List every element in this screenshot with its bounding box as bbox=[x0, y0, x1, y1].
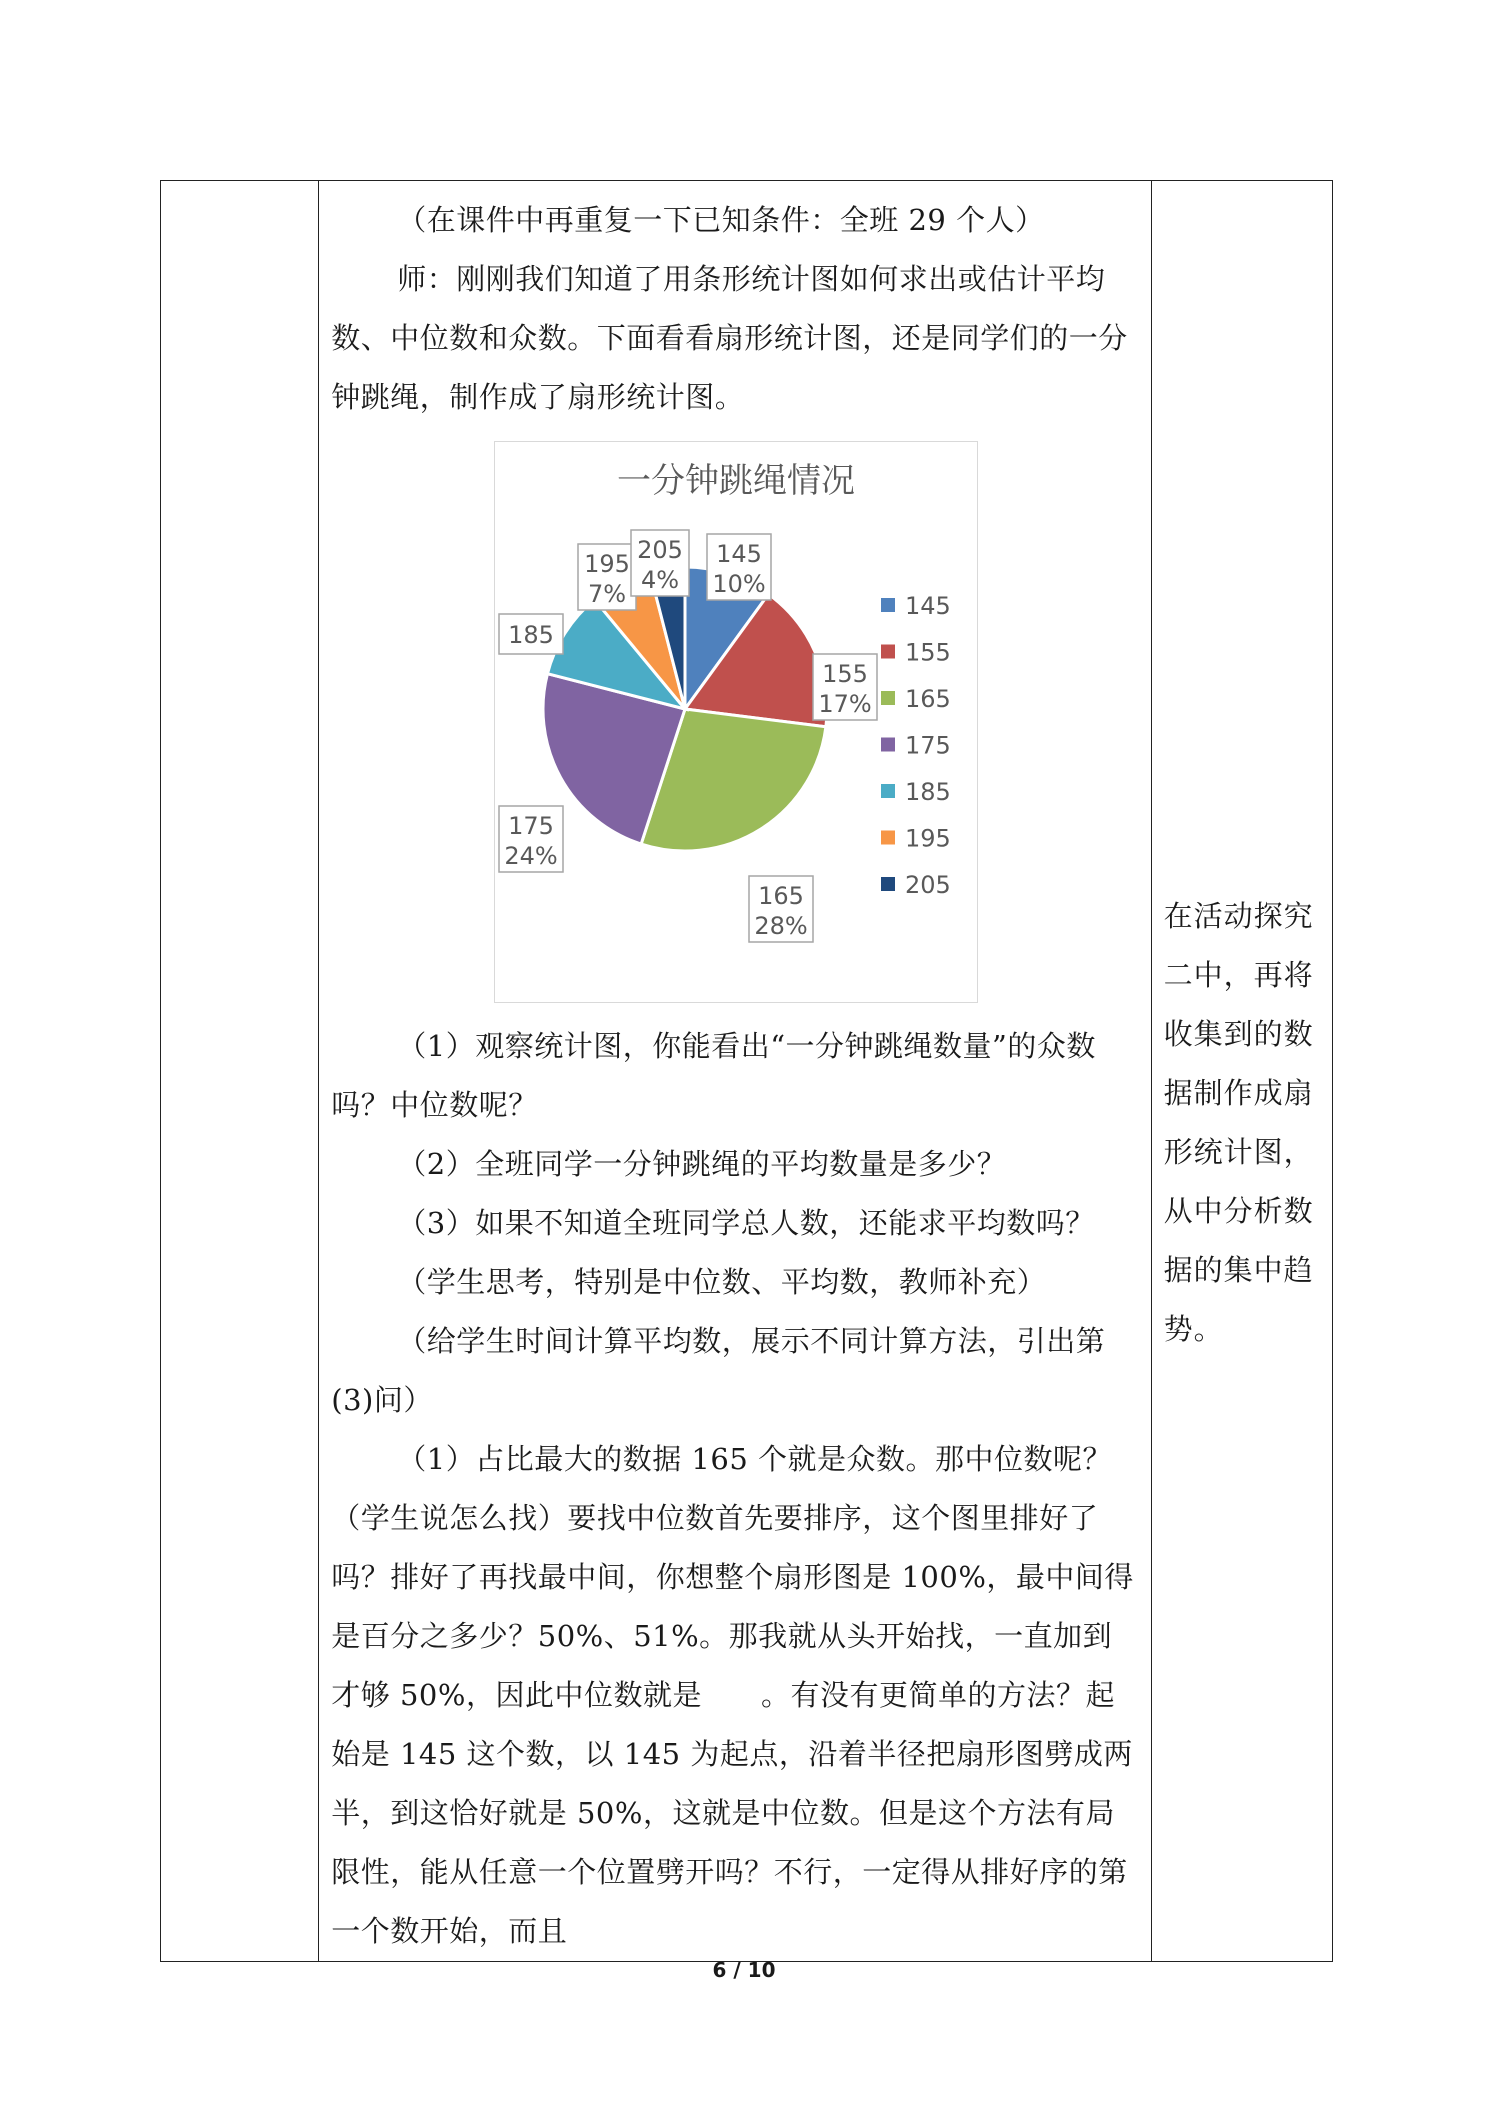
legend-label: 165 bbox=[905, 685, 952, 713]
legend-label: 185 bbox=[905, 778, 952, 806]
design-note: 在活动探究二中，再将收集到的数据制作成扇形统计图，从中分析数据的集中趋势。 bbox=[1163, 899, 1314, 1346]
lesson-table bbox=[160, 180, 1333, 1962]
data-label-category: 165 bbox=[758, 882, 805, 910]
data-label-percent: 7% bbox=[588, 580, 627, 608]
legend-swatch bbox=[881, 645, 895, 659]
data-label-155 bbox=[813, 654, 877, 720]
paragraph-teacher: 师：刚刚我们知道了用条形统计图如何求出或估计平均数、中位数和众数。下面看看扇形统计图，还是同学们的一分钟跳绳，制作成了扇形统计图。 bbox=[331, 262, 1128, 414]
question-2: （2）全班同学一分钟跳绳的平均数量是多少？ bbox=[397, 1147, 1007, 1181]
legend-label: 145 bbox=[905, 592, 952, 620]
data-label-165 bbox=[749, 876, 813, 942]
paragraph-student-thinking: （学生思考，特别是中位数、平均数，教师补充） bbox=[397, 1265, 1047, 1299]
data-label-185 bbox=[499, 614, 563, 654]
paragraph-mode-median: （1）占比最大的数据 165 个就是众数。那中位数呢？（学生说怎么找）要找中位数首先要排序，这个图里排好了吗？排好了再找最中间，你想整个扇形图是 100%，最中间得是百分之多少？50%、51%。那我就从头开始找，一直加到 才够 50%，因此中位数就是 。有没有更简单的方法？起始是 145 这个数，以 145 为起点，沿着半径把扇形图劈成两半，到这恰好就是 50%，这就是中位数。但是这个方法有局限性，能从任意一个位置劈开吗？不行，一定得从排好序的第一个数开始，而且 bbox=[331, 1442, 1172, 1948]
table-right-column bbox=[1151, 181, 1332, 1962]
data-label-percent: 10% bbox=[712, 570, 766, 598]
data-label-145 bbox=[707, 534, 771, 600]
data-label-205 bbox=[631, 530, 689, 596]
legend-swatch bbox=[881, 598, 895, 612]
legend-item-155 bbox=[881, 639, 951, 667]
legend-item-165 bbox=[881, 685, 951, 713]
question-1: （1）观察统计图，你能看出“一分钟跳绳数量”的众数吗？中位数呢？ bbox=[331, 1029, 1096, 1122]
legend-item-195 bbox=[881, 825, 951, 853]
legend-item-175 bbox=[881, 732, 951, 760]
data-label-percent: 17% bbox=[818, 690, 872, 718]
paragraph-calculation: （给学生时间计算平均数，展示不同计算方法，引出第(3)问） bbox=[331, 1324, 1106, 1417]
table-main-column bbox=[319, 181, 1172, 1962]
data-label-percent: 28% bbox=[754, 912, 808, 940]
legend-item-145 bbox=[881, 592, 951, 620]
legend-swatch bbox=[881, 784, 895, 798]
legend-item-185 bbox=[881, 778, 951, 806]
data-label-percent: 4% bbox=[641, 566, 680, 594]
legend-swatch bbox=[881, 691, 895, 705]
data-label-195 bbox=[578, 544, 636, 610]
data-label-category: 205 bbox=[637, 536, 684, 564]
page-number: 6 / 10 bbox=[712, 1958, 776, 1982]
paragraph-condition: （在课件中再重复一下已知条件：全班 29 个人） bbox=[397, 203, 1045, 237]
question-3: （3）如果不知道全班同学总人数，还能求平均数吗？ bbox=[397, 1206, 1095, 1240]
pie-chart-svg bbox=[495, 442, 977, 1002]
legend-label: 155 bbox=[905, 638, 952, 667]
data-label-percent: 24% bbox=[504, 842, 558, 870]
data-label-category: 185 bbox=[508, 621, 555, 649]
pie-chart bbox=[494, 441, 978, 1003]
legend-swatch bbox=[881, 738, 895, 752]
data-label-category: 145 bbox=[716, 540, 763, 568]
table-left-column bbox=[161, 181, 319, 1962]
legend-label: 175 bbox=[905, 731, 952, 760]
data-label-175 bbox=[499, 806, 563, 872]
data-label-category: 155 bbox=[822, 660, 869, 688]
legend-label: 205 bbox=[905, 871, 952, 899]
chart-title: 一分钟跳绳情况 bbox=[617, 461, 856, 501]
legend-swatch bbox=[881, 831, 895, 845]
data-label-category: 195 bbox=[584, 550, 631, 578]
legend-swatch bbox=[881, 877, 895, 891]
data-label-category: 175 bbox=[508, 812, 555, 840]
legend-label: 195 bbox=[905, 824, 952, 853]
legend-item-205 bbox=[881, 871, 951, 899]
